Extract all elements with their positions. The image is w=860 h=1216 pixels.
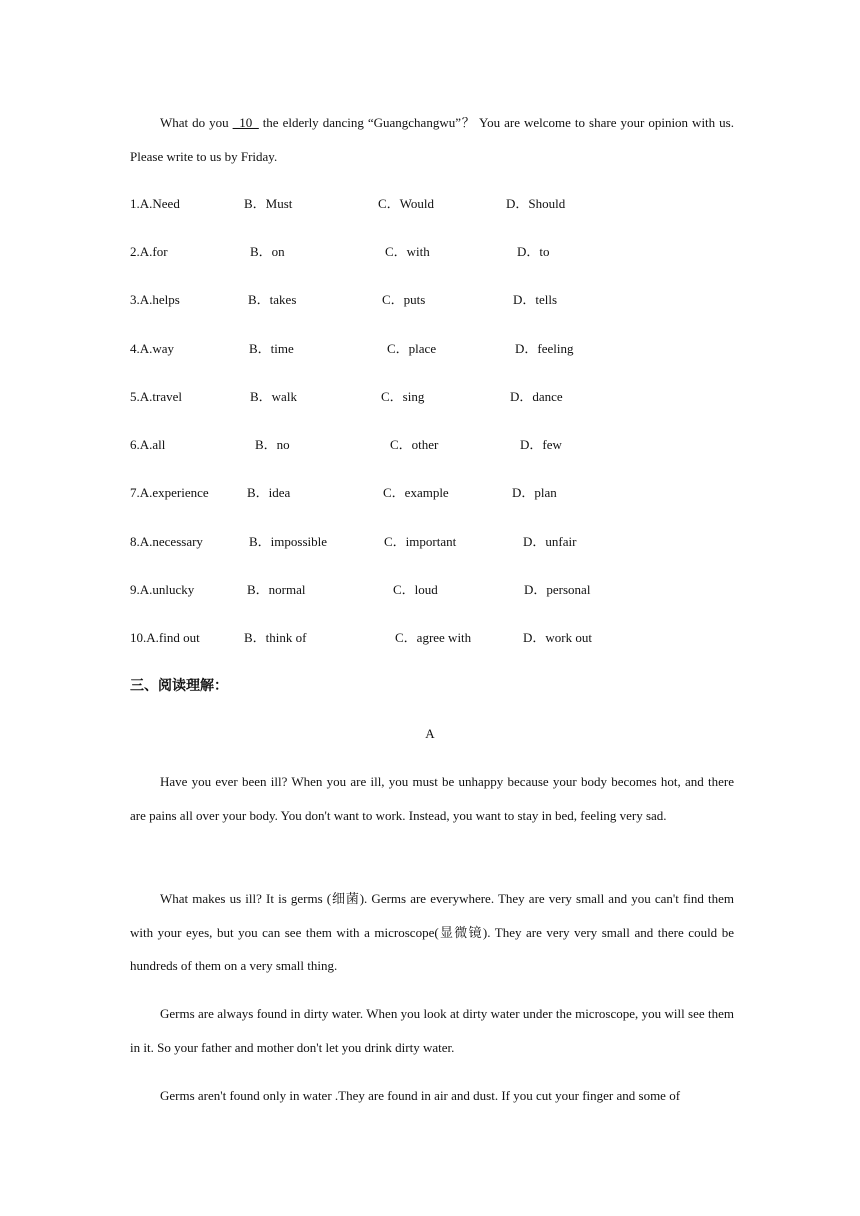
option-b: B．think of: [244, 630, 307, 645]
option-row-2: [130, 242, 734, 262]
option-row-4: [130, 339, 734, 359]
option-d: D．plan: [512, 485, 557, 500]
option-row-3: [130, 290, 734, 310]
option-b: B．walk: [250, 389, 297, 404]
option-b: B．normal: [247, 582, 306, 597]
option-c: C．other: [390, 437, 439, 452]
option-b: B．takes: [248, 292, 297, 307]
question-blank: _10_: [232, 115, 259, 130]
option-c: C．place: [387, 341, 437, 356]
option-c: C．sing: [381, 389, 425, 404]
option-c: C．puts: [382, 292, 426, 307]
option-d: D．few: [520, 437, 562, 452]
option-b: B．no: [255, 437, 290, 452]
option-row-10: [130, 628, 734, 648]
option-a: 7.A.experience: [130, 485, 209, 500]
option-a: 9.A.unlucky: [130, 582, 195, 597]
option-a: 1.A.Need: [130, 196, 180, 211]
intro-after-blank: the elderly dancing “Guangchangwu”？ You are welcome to share your opinion with us. Please write to us by Friday.: [130, 115, 734, 164]
option-a: 2.A.for: [130, 244, 168, 259]
passage-letter: A: [425, 726, 435, 741]
option-d: D．tells: [513, 292, 558, 307]
option-c: C．Would: [378, 196, 435, 211]
option-row-9: [130, 580, 734, 600]
option-d: D．feeling: [515, 341, 574, 356]
option-b: B．idea: [247, 485, 291, 500]
option-a: 10.A.find out: [130, 630, 200, 645]
option-a: 4.A.way: [130, 341, 175, 356]
option-a: 5.A.travel: [130, 389, 182, 404]
option-b: B．time: [249, 341, 294, 356]
passage-paragraph: Germs are always found in dirty water. When you look at dirty water under the microscope, you will see them in it. So your father and mother don't let you drink dirty water.: [130, 1006, 734, 1055]
passage-paragraph: Germs aren't found only in water .They are found in air and dust. If you cut your finger and some of: [160, 1088, 681, 1103]
intro-before-blank: What do you: [160, 115, 233, 130]
option-c: C．important: [384, 534, 457, 549]
passage-paragraph: Have you ever been ill? When you are ill, you must be unhappy because your body becomes hot, and there are pains all over your body. You don't want to work. Instead, you want to stay in bed, feeling very sad.: [130, 774, 734, 823]
option-c: C．with: [385, 244, 430, 259]
option-row-8: [130, 532, 734, 552]
option-c: C．agree with: [395, 630, 472, 645]
option-row-6: [130, 435, 734, 455]
option-d: D．personal: [524, 582, 591, 597]
option-d: D．Should: [506, 196, 566, 211]
option-c: C．loud: [393, 582, 438, 597]
option-b: B．impossible: [249, 534, 328, 549]
passage-paragraph: What makes us ill? It is germs (细菌). Germs are everywhere. They are very small and you can't find them with your eyes, but you can see them with a microscope(显微镜). They are very very small and there could be hundreds of them on a very small thing.: [130, 891, 734, 973]
option-d: D．work out: [523, 630, 592, 645]
option-row-1: [130, 194, 734, 214]
option-b: B．on: [250, 244, 285, 259]
intro-paragraph: [130, 106, 734, 173]
option-d: D．dance: [510, 389, 563, 404]
option-row-7: [130, 483, 734, 503]
option-b: B．Must: [244, 196, 293, 211]
option-a: 8.A.necessary: [130, 534, 203, 549]
option-a: 3.A.helps: [130, 292, 180, 307]
option-row-5: [130, 387, 734, 407]
option-d: D．unfair: [523, 534, 577, 549]
option-a: 6.A.all: [130, 437, 166, 452]
option-c: C．example: [383, 485, 449, 500]
section-title: 三、阅读理解：: [130, 678, 228, 694]
option-d: D．to: [517, 244, 550, 259]
